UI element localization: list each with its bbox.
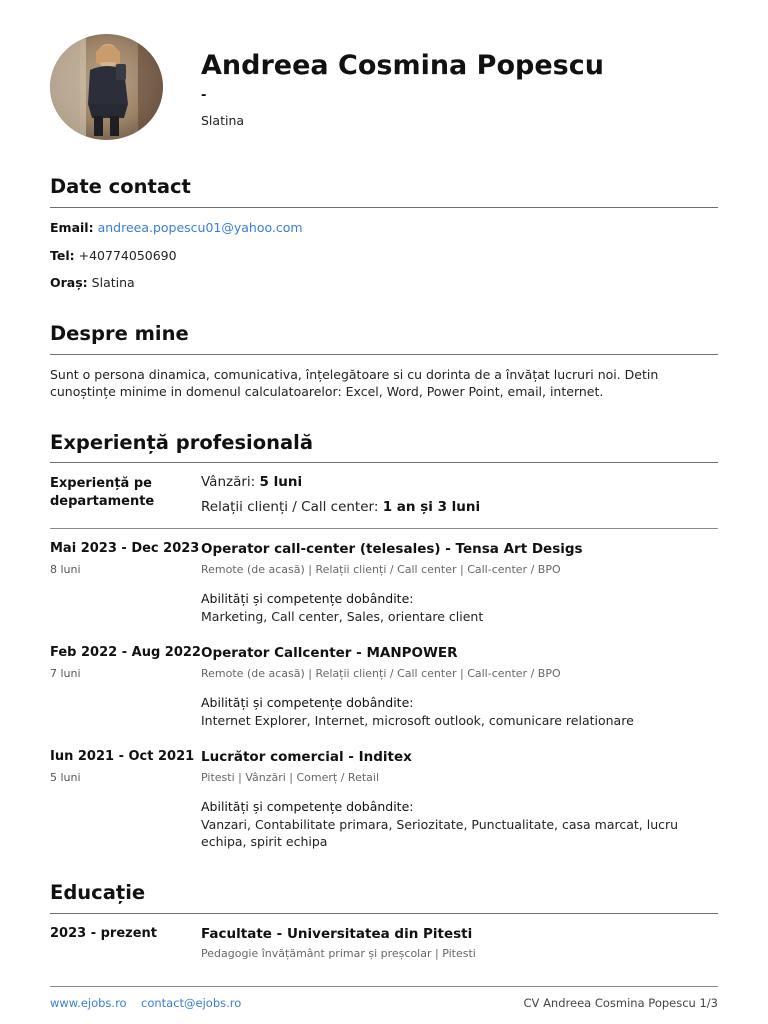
footer-site-link[interactable]: www.ejobs.ro (50, 996, 127, 1010)
experience-section-title: Experiență profesională (50, 431, 314, 454)
city-value: Slatina (91, 275, 135, 290)
job-skills-label: Abilități și competențe dobândite: (201, 695, 414, 710)
contact-email-row (50, 220, 303, 235)
contact-section-divider (50, 207, 718, 208)
department-duration: 1 an și 3 luni (382, 499, 481, 515)
job-skills-label: Abilități și competențe dobândite: (201, 591, 414, 606)
profile-photo (50, 34, 163, 140)
job-duration: 7 luni (50, 667, 81, 680)
phone-value: +40774050690 (78, 248, 177, 263)
department-duration: 5 luni (259, 474, 303, 490)
about-section-divider (50, 354, 718, 355)
email-link[interactable]: andreea.popescu01@yahoo.com (97, 220, 303, 235)
education-meta: Pedagogie învățământ primar și preșcolar | Pitesti (201, 947, 476, 960)
education-title: Facultate - Universitatea din Pitesti (201, 926, 473, 942)
job-meta: Remote (de acasă) | Relații clienți / Call center | Call-center / BPO (201, 563, 561, 576)
job-dates: Iun 2021 - Oct 2021 (50, 749, 195, 764)
department-name: Vânzări: (201, 474, 256, 490)
contact-city-row (50, 275, 135, 290)
job-meta: Pitesti | Vânzări | Comerț / Retail (201, 771, 380, 784)
job-skills: Internet Explorer, Internet, microsoft outlook, comunicare relationare (201, 713, 634, 728)
education-section-divider (50, 913, 718, 914)
footer-page-label: CV Andreea Cosmina Popescu 1/3 (523, 996, 718, 1010)
department-name: Relații clienți / Call center: (201, 499, 379, 515)
department-experience-label: Experiență pe departamente (50, 476, 155, 509)
job-dates: Feb 2022 - Aug 2022 (50, 645, 201, 660)
candidate-name: Andreea Cosmina Popescu (201, 50, 604, 81)
job-duration: 8 luni (50, 563, 81, 576)
department-divider (50, 528, 718, 529)
job-title: Lucrător comercial - Inditex (201, 749, 412, 765)
job-title: Operator Callcenter - MANPOWER (201, 645, 458, 661)
about-text: Sunt o persona dinamica, comunicativa, înțelegătoare si cu dorinta de a învățat lucruri noi. Detin cunoștințe minime in domenul calculatoarelor: Excel, Word, Power Point, email, internet. (50, 367, 659, 399)
job-dates: Mai 2023 - Dec 2023 (50, 541, 200, 556)
education-section-title: Educație (50, 881, 146, 904)
candidate-city: Slatina (201, 113, 245, 128)
education-dates: 2023 - prezent (50, 926, 158, 941)
job-skills-label: Abilități și competențe dobândite: (201, 799, 414, 814)
about-section-title: Despre mine (50, 322, 189, 345)
city-label: Oraș: (50, 275, 88, 290)
contact-phone-row (50, 248, 177, 263)
experience-section-divider (50, 462, 718, 463)
contact-section-title: Date contact (50, 175, 191, 198)
phone-label: Tel: (50, 248, 75, 263)
job-skills: Vanzari, Contabilitate primara, Seriozitate, Punctualitate, casa marcat, lucru echipa, spirit echipa (201, 817, 679, 849)
department-row (201, 499, 480, 515)
candidate-subtitle: - (201, 88, 207, 103)
job-meta: Remote (de acasă) | Relații clienți / Call center | Call-center / BPO (201, 667, 561, 680)
job-title: Operator call-center (telesales) - Tensa Art Desigs (201, 541, 583, 557)
department-row (201, 474, 302, 490)
job-skills: Marketing, Call center, Sales, orientare client (201, 609, 484, 624)
footer-divider (50, 986, 718, 987)
profile-photo-icon (50, 34, 163, 140)
job-duration: 5 luni (50, 771, 81, 784)
footer-email-link[interactable]: contact@ejobs.ro (141, 996, 242, 1010)
email-label: Email: (50, 220, 94, 235)
